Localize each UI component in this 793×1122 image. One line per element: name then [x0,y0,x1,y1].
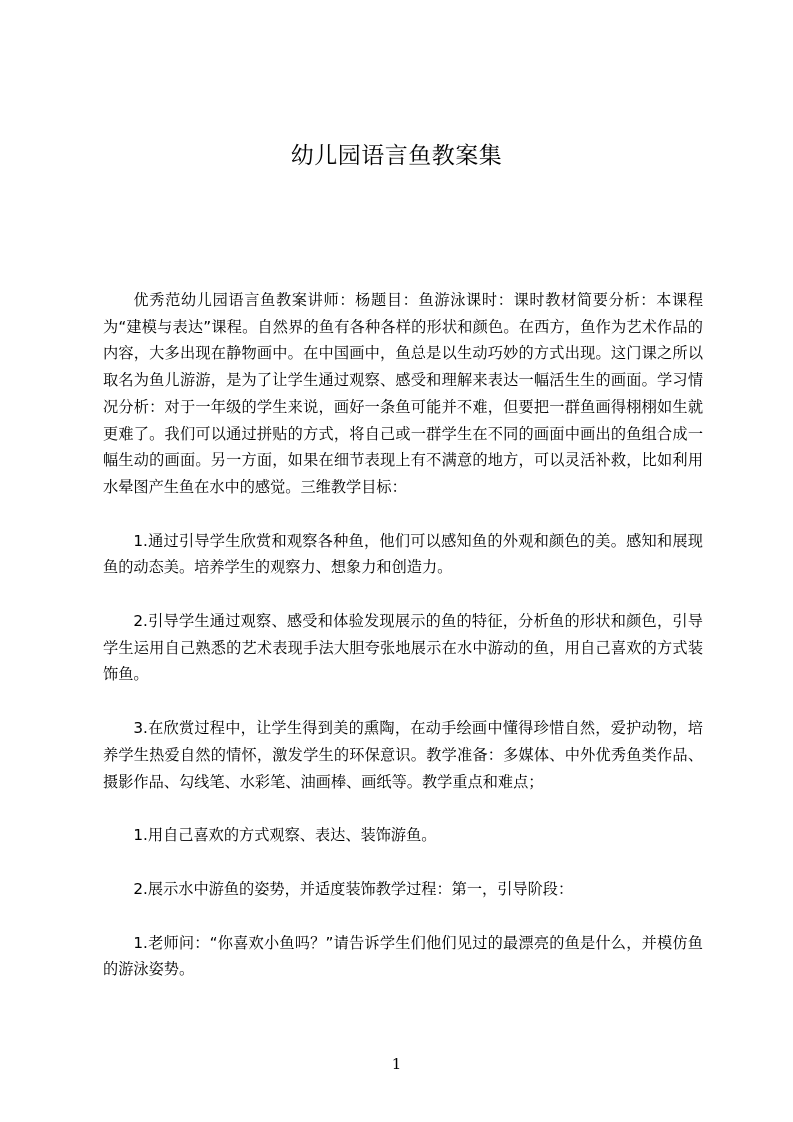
page-title: 幼儿园语言鱼教案集 [290,143,503,169]
document-body [103,287,703,1010]
paragraph-key-point-1: 1.用自己喜欢的方式观察、表达、装饰游鱼。 [133,826,437,845]
page-number: 1 [391,1055,402,1073]
paragraph-key-point-2: 2.展示水中游鱼的姿势，并适度装饰教学过程：第一，引导阶段： [133,879,574,898]
paragraph-objective-2: 2.引导学生通过观察、感受和体验发现展示的鱼的特征，分析鱼的形状和颜色，引导学生运用自己熟悉的艺术表现手法大胆夸张地展示在水中游动的鱼，用自己喜欢的方式装饰鱼。 [103,612,703,684]
paragraph-objective-3: 3.在欣赏过程中，让学生得到美的熏陶，在动手绘画中懂得珍惜自然，爱护动物，培养学生热爱自然的情怀，激发学生的环保意识。教学准备：多媒体、中外优秀鱼类作品、摄影作品、勾线笔、水彩笔、油画棒、画纸等。教学重点和难点； [103,719,703,791]
paragraph-objective-1: 1.通过引导学生欣赏和观察各种鱼，他们可以感知鱼的外观和颜色的美。感知和展现鱼的动态美。培养学生的观察力、想象力和创造力。 [103,531,703,577]
paragraph-introduction: 优秀范幼儿园语言鱼教案讲师：杨题目：鱼游泳课时：课时教材简要分析：本课程为“建模与表达”课程。自然界的鱼有各种各样的形状和颜色。在西方，鱼作为艺术作品的内容，大多出现在静物画中。在中国画中，鱼总是以生动巧妙的方式出现。这门课之所以取名为鱼儿游游，是为了让学生通过观察、感受和理解来表达一幅活生生的画面。学习情况分析：对于一年级的学生来说，画好一条鱼可能并不难，但要把一群鱼画得栩栩如生就更难了。我们可以通过拼贴的方式，将自己或一群学生在不同的画面中画出的鱼组合成一幅生动的画面。另一方面，如果在细节表现上有不满意的地方，可以灵活补救，比如利用水晕图产生鱼在水中的感觉。三维教学目标： [103,291,703,496]
paragraph-teaching-step-1: 1.老师问：“你喜欢小鱼吗？”请告诉学生们他们见过的最漂亮的鱼是什么，并模仿鱼的游泳姿势。 [103,933,703,979]
